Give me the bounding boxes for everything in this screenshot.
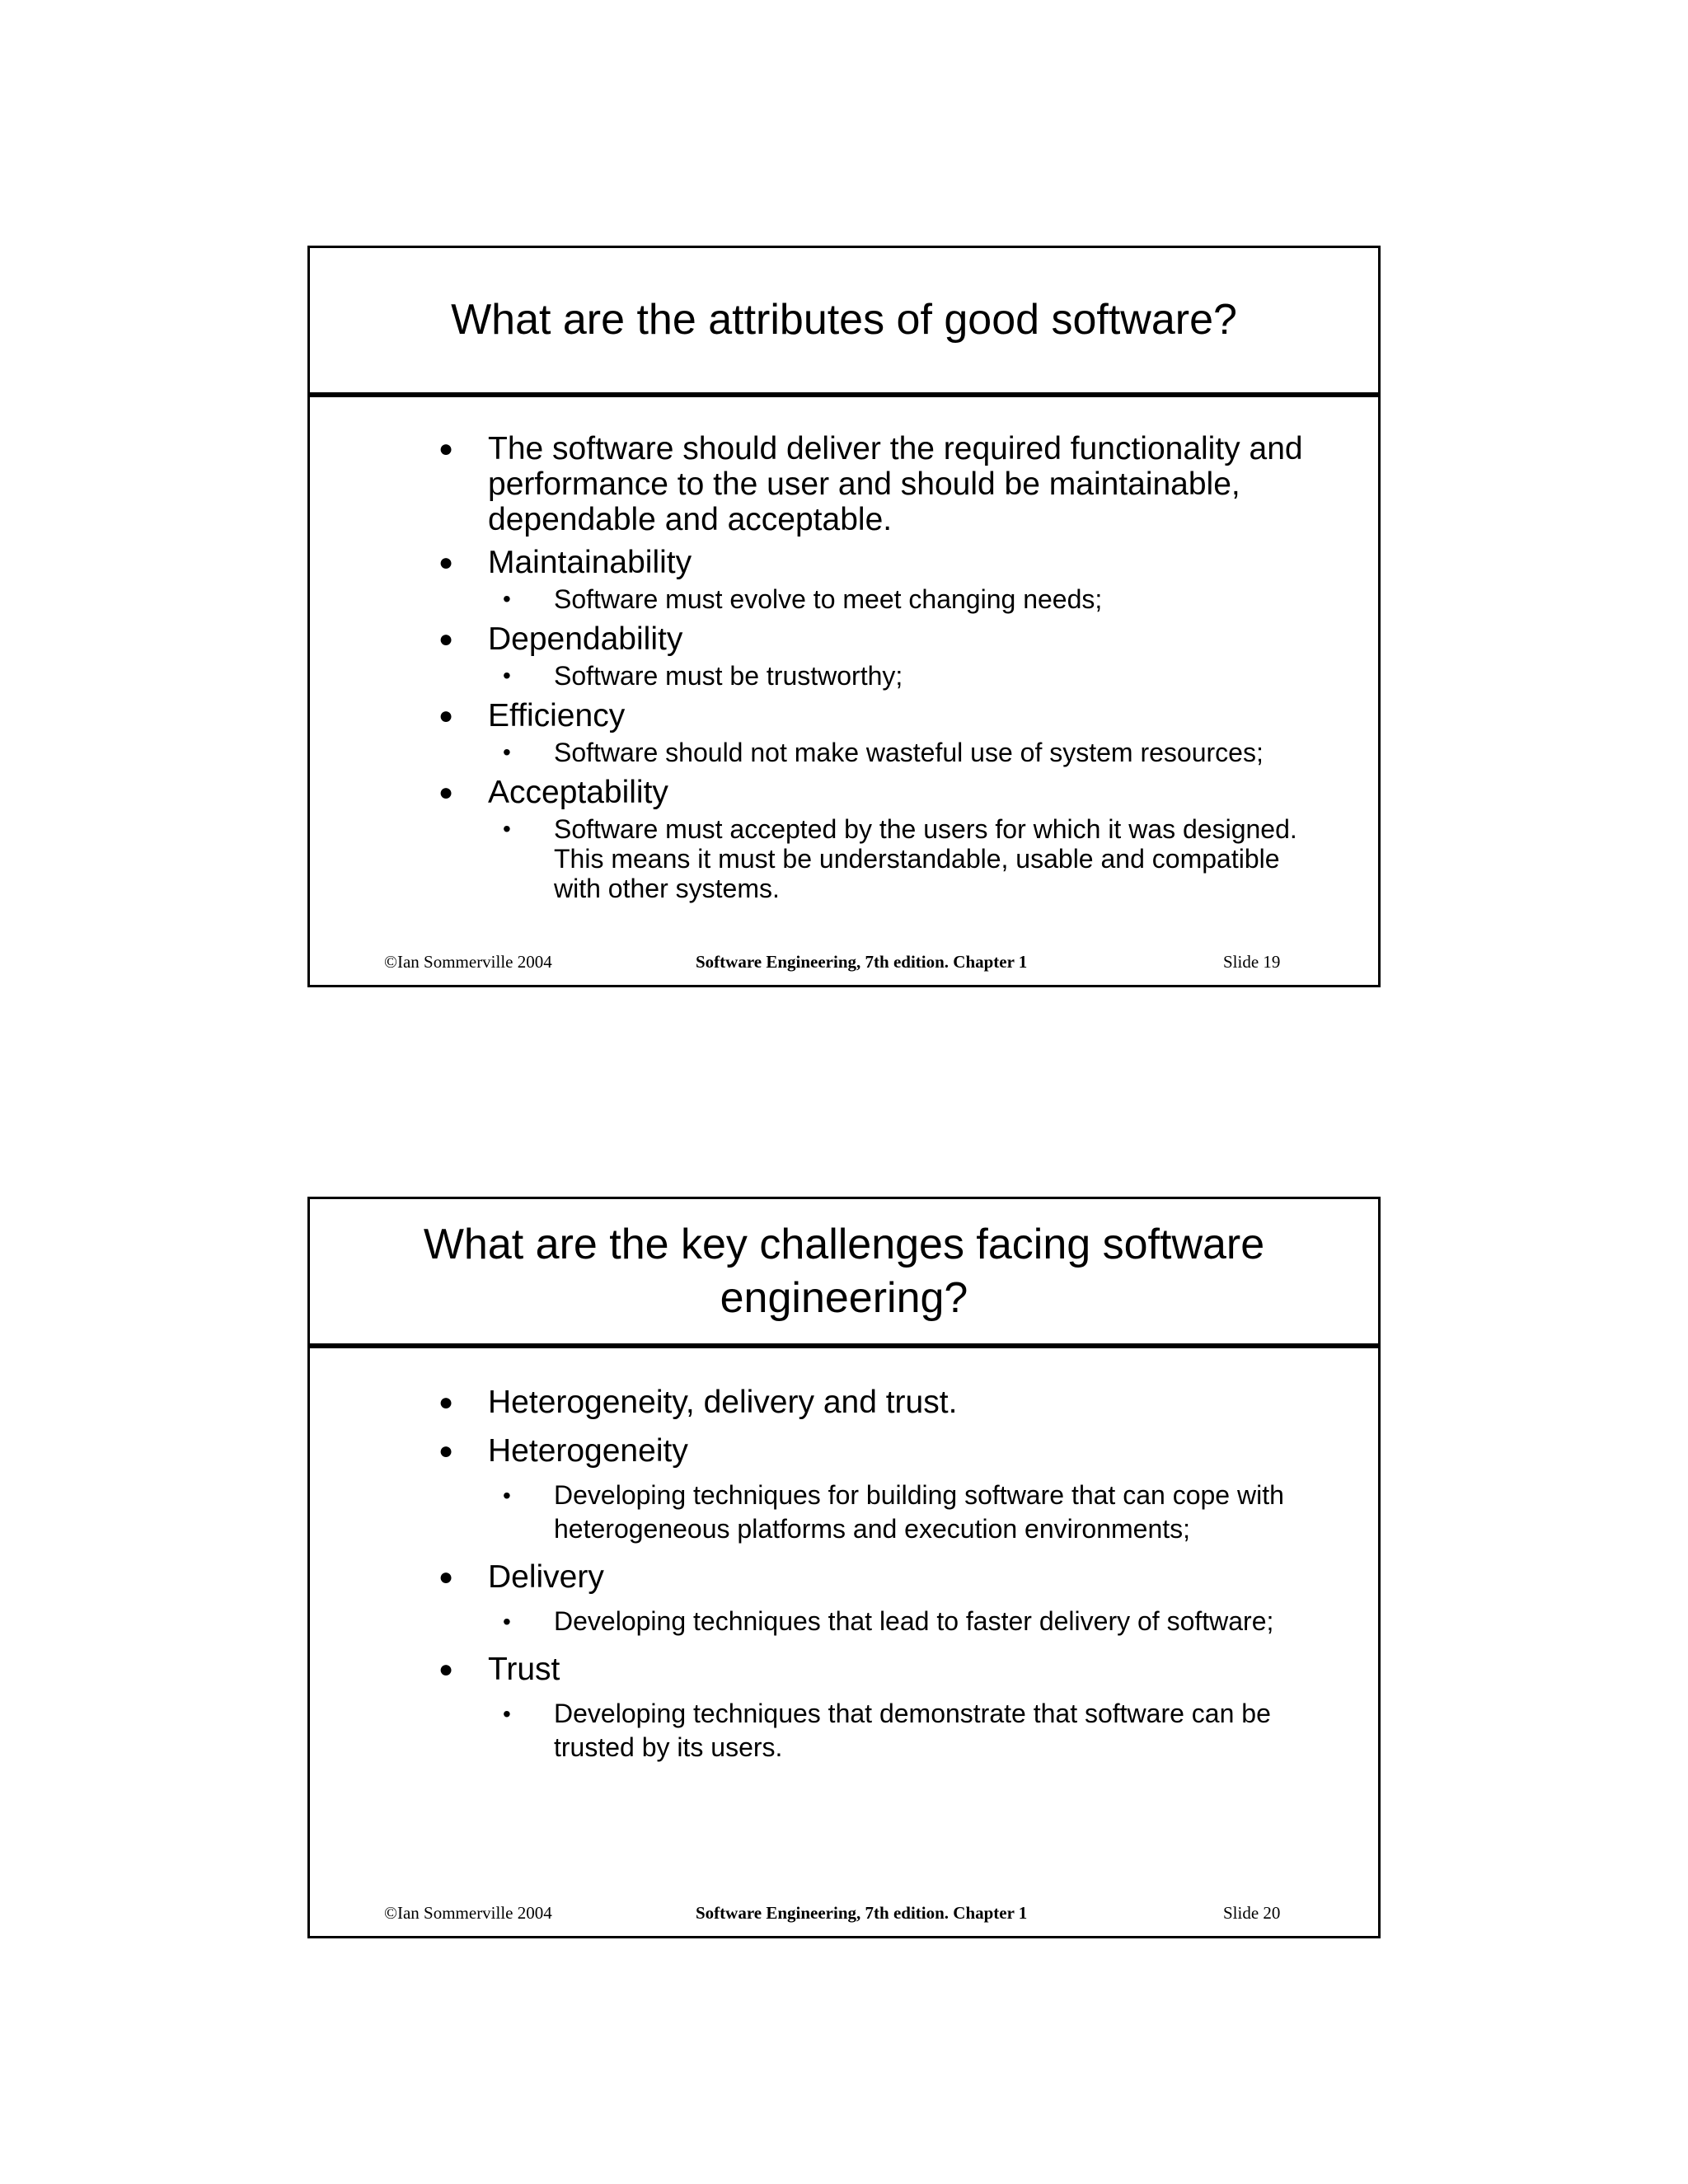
bullet-list [310,431,1378,903]
bullet-dot-icon: ● [438,702,454,729]
bullet-text: Efficiency [488,698,626,733]
bullet-text: Heterogeneity, delivery and trust. [488,1385,958,1420]
footer-copyright: ©Ian Sommerville 2004 [384,1903,552,1923]
bullet-text: Acceptability [488,775,668,810]
footer-book-title: Software Engineering, 7th edition. Chapter 1 [696,1903,1028,1923]
bullet-item [310,1559,1378,1595]
bullet-dot-icon: ● [438,1563,454,1591]
sub-bullet-item [310,1697,1378,1765]
bullet-item [310,1385,1378,1420]
footer-book-title: Software Engineering, 7th edition. Chapter 1 [696,952,1028,972]
title-divider [310,1343,1378,1348]
sub-bullet-item [310,814,1378,903]
bullet-item [310,1433,1378,1469]
slide-title-box [310,248,1378,392]
sub-bullet-dot-icon: • [503,739,511,765]
sub-bullet-text: Software must evolve to meet changing needs; [554,584,1103,614]
bullet-text: Heterogeneity [488,1433,688,1469]
bullet-dot-icon: ● [438,779,454,806]
bullet-item [310,775,1378,810]
title-divider [310,392,1378,397]
bullet-item [310,1652,1378,1687]
bullet-dot-icon: ● [438,549,454,576]
slide-footer [310,1895,1378,1936]
bullet-dot-icon: ● [438,435,454,462]
slide-title: What are the attributes of good software? [451,296,1237,344]
sub-bullet-item [310,1479,1378,1546]
sub-bullet-dot-icon: • [503,663,511,688]
bullet-item [310,621,1378,657]
bullet-text: Trust [488,1652,560,1687]
slide-footer [310,944,1378,985]
sub-bullet-dot-icon: • [503,1483,511,1508]
bullet-dot-icon: ● [438,1656,454,1683]
bullet-item [310,431,1378,537]
sub-bullet-text: Developing techniques for building software that can cope with heterogeneous platforms and execution environments; [554,1480,1284,1544]
sub-bullet-item [310,738,1378,767]
bullet-text: Maintainability [488,545,692,580]
footer-copyright: ©Ian Sommerville 2004 [384,952,552,972]
slide-title: What are the key challenges facing software engineering? [423,1220,1265,1322]
bullet-text: Dependability [488,621,683,657]
sub-bullet-text: Software should not make wasteful use of system resources; [554,738,1264,767]
bullet-text: Delivery [488,1559,604,1595]
footer-slide-number: Slide 19 [1223,952,1281,972]
sub-bullet-item [310,661,1378,691]
sub-bullet-text: Developing techniques that lead to faster delivery of software; [554,1606,1274,1636]
footer-slide-number: Slide 20 [1223,1903,1281,1923]
sub-bullet-item [310,584,1378,614]
bullet-dot-icon: ● [438,1437,454,1465]
sub-bullet-text: Software must be trustworthy; [554,661,903,691]
sub-bullet-text: Software must accepted by the users for which it was designed. This means it must be understandable, usable and compatible with other systems. [554,814,1297,903]
bullet-dot-icon: ● [438,1389,454,1416]
slide-20 [307,1197,1381,1938]
bullet-item [310,545,1378,580]
slide-19 [307,246,1381,987]
bullet-dot-icon: ● [438,626,454,653]
bullet-text: The software should deliver the required functionality and performance to the user and should be maintainable, dependable and acceptable. [488,431,1303,537]
slide-title-box [310,1199,1378,1343]
sub-bullet-dot-icon: • [503,1701,511,1727]
bullet-item [310,698,1378,733]
sub-bullet-item [310,1605,1378,1638]
sub-bullet-text: Developing techniques that demonstrate that software can be trusted by its users. [554,1699,1271,1762]
sub-bullet-dot-icon: • [503,816,511,841]
sub-bullet-dot-icon: • [503,1609,511,1634]
sub-bullet-dot-icon: • [503,586,511,612]
bullet-list [310,1385,1378,1765]
